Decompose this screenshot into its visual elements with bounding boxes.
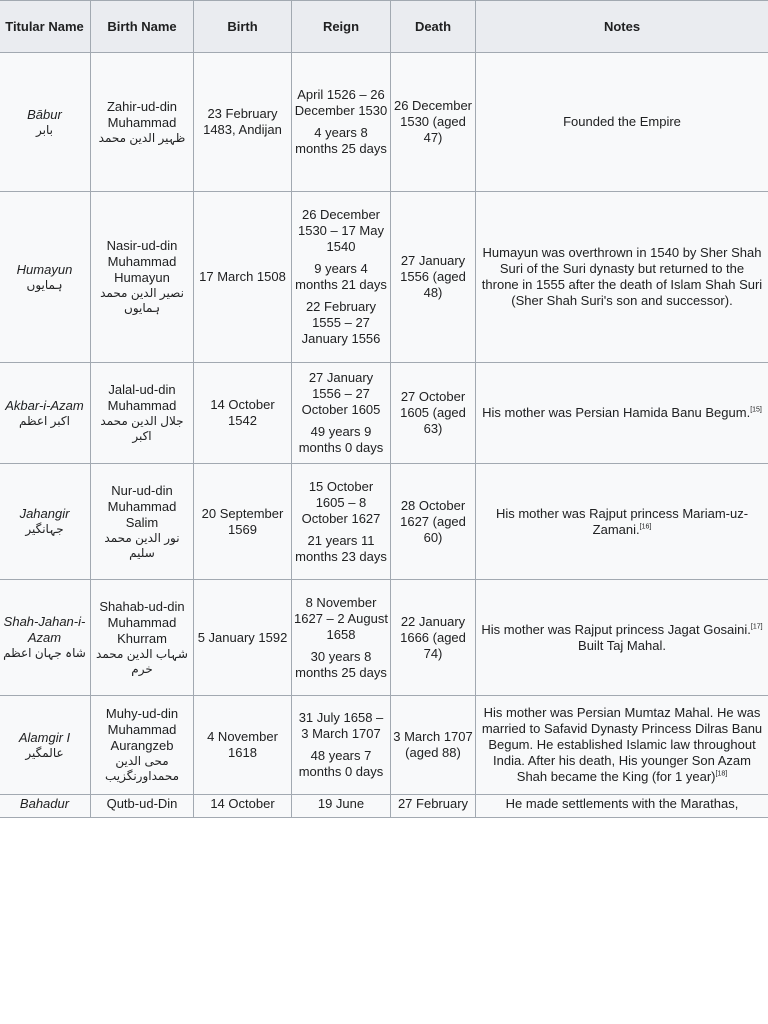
reign-cell [292,192,391,363]
birth-name-line: Muhammad [107,398,177,413]
titular-name-link[interactable]: Bābur [27,106,62,122]
birth-name-line: Humayun [114,270,170,285]
titular-name-urdu: بابر [36,122,53,137]
col-header-notes[interactable]: Notes [476,1,768,53]
birth-name-line: Muhammad [107,614,177,630]
reference-link[interactable]: [17] [750,623,763,631]
titular-name-link[interactable]: Bahadur [19,796,70,811]
table-row [0,464,768,580]
notes-text: Humayun was overthrown in 1540 by Sher Shah Suri of the Suri dynasty but returned to the throne in 1555 after the death of Islam Shah Suri (Sher Shah Suri's son and successor). [481,245,763,308]
notes-cell: He made settlements with the Marathas, [476,795,768,818]
death-cell: 27 October 1605 (aged 63) [391,363,476,464]
titular-name-link[interactable]: Humayun [16,261,73,277]
birth-cell: 14 October [194,795,292,818]
birth-name-line: Shahab-ud-din [99,598,185,614]
table-row [0,580,768,696]
reign-duration: 9 years 4 months 21 days [295,261,387,292]
notes-text: His mother was Rajput princess Jagat Gosaini. [481,621,751,637]
reign-cell [292,696,391,795]
birth-name-line: Nasir-ud-din [106,238,178,253]
birth-name-cell [91,192,194,363]
notes-text: Founded the Empire [563,114,681,129]
notes-cell [476,580,768,696]
reign-period: 31 July 1658 – 3 March 1707 [298,710,384,741]
reign-duration: 21 years 11 months 23 days [295,532,387,564]
death-cell: 28 October 1627 (aged 60) [391,464,476,580]
titular-name-link[interactable]: Jahangir [19,506,70,521]
table-row [0,192,768,363]
birth-name-cell [91,464,194,580]
titular-name-cell [0,363,91,464]
reign-cell [292,580,391,696]
notes-text: His mother was Rajput princess Mariam-uz-Zamani. [495,505,749,537]
titular-name-cell [0,696,91,795]
titular-name-urdu: جہانگیر [25,522,64,536]
titular-name-cell [0,580,91,696]
notes-cell [476,363,768,464]
reign-period: 8 November 1627 – 2 August 1658 [294,594,388,642]
titular-name-cell [0,464,91,580]
col-header-reign[interactable]: Reign [292,1,391,53]
death-cell: 3 March 1707 (aged 88) [391,696,476,795]
reign-period: 15 October 1605 – 8 October 1627 [301,478,381,526]
titular-name-link[interactable]: Alamgir I [18,729,71,745]
reign-period: 27 January 1556 – 27 October 1605 [301,370,381,417]
birth-name-line: Zahir-ud-din [106,98,178,114]
col-header-titular-name[interactable]: Titular Name [0,1,91,53]
notes-cell [476,192,768,363]
birth-name-line: Muhammad [107,722,177,737]
birth-name-line: Muhy-ud-din [105,706,179,721]
reign-period: 26 December 1530 – 17 May 1540 [297,207,384,254]
reference-link[interactable]: [16] [639,523,652,531]
birth-cell: 23 February 1483, Andijan [194,53,292,192]
notes-text: His mother was Persian Hamida Banu Begum. [482,405,751,420]
reign-duration: 30 years 8 months 25 days [295,648,387,680]
table-row [0,363,768,464]
notes-text-continued: Built Taj Mahal. [578,637,666,653]
col-header-birth[interactable]: Birth [194,1,292,53]
notes-cell [476,53,768,192]
titular-name-link[interactable]: Shah-Jahan-i-Azam [3,614,86,645]
birth-name-line: Nur-ud-din [111,482,173,498]
birth-name-line: Salim [125,514,159,530]
death-cell: 22 January 1666 (aged 74) [391,580,476,696]
reign-duration: 48 years 7 months 0 days [298,748,384,779]
titular-name-urdu: ہمایوں [26,277,63,292]
birth-name-line: Aurangzeb [110,738,174,753]
table-row [0,53,768,192]
birth-cell: 20 September 1569 [194,464,292,580]
birth-name-urdu: نور الدین محمد سلیم [104,530,180,560]
birth-cell: 17 March 1508 [194,192,292,363]
birth-name-cell [91,580,194,696]
col-header-death[interactable]: Death [391,1,476,53]
birth-name-urdu: محی الدین محمداورنگزیب [104,754,180,783]
reign-period: 22 February 1555 – 27 January 1556 [301,299,381,346]
titular-name-urdu: شاہ جہان اعظم [3,646,86,660]
birth-name-line: Jalal-ud-din [108,382,176,397]
titular-name-link[interactable]: Akbar-i-Azam [5,397,84,413]
birth-name-line: Muhammad [107,114,177,130]
titular-name-cell [0,53,91,192]
death-cell: 27 February [391,795,476,818]
reference-link[interactable]: [15] [750,406,762,414]
birth-name-urdu: ظہیر الدین محمد [98,130,186,145]
notes-cell [476,464,768,580]
reign-cell: 19 June [292,795,391,818]
reign-cell [292,363,391,464]
birth-name-cell [91,696,194,795]
titular-name-urdu: عالمگیر [25,745,64,760]
birth-cell: 5 January 1592 [194,580,292,696]
col-header-birth-name[interactable]: Birth Name [91,1,194,53]
titular-name-urdu: اکبر اعظم [19,413,70,428]
death-cell: 27 January 1556 (aged 48) [391,192,476,363]
table-row [0,696,768,795]
birth-name-urdu: جلال الدین محمد اکبر [100,414,184,443]
birth-name-line: Muhammad [107,254,177,269]
table-row [0,795,768,818]
titular-name-cell [0,192,91,363]
birth-name-line: Muhammad [107,498,177,514]
notes-text: His mother was Persian Mumtaz Mahal. He was married to Safavid Dynasty Princess Dilras Banu Begum. He established Islamic law throughout India. After his death, His younger Son Azam Shah became the King (for 1 year) [481,705,763,784]
header-row [0,1,768,53]
birth-name-cell [91,363,194,464]
reign-duration: 49 years 9 months 0 days [298,424,384,455]
reign-cell [292,464,391,580]
birth-name-urdu: شہاب الدین محمد خرم [96,646,188,676]
notes-cell [476,696,768,795]
birth-name-cell: Qutb-ud-Din [91,795,194,818]
reign-period: April 1526 – 26 December 1530 [294,87,388,118]
reign-duration: 4 years 8 months 25 days [295,125,387,156]
birth-name-line: Khurram [117,630,167,646]
birth-cell: 4 November 1618 [194,696,292,795]
birth-name-urdu: نصیر الدین محمد ہمایوں [100,286,184,315]
reign-cell [292,53,391,192]
titular-name-cell [0,795,91,818]
birth-cell: 14 October 1542 [194,363,292,464]
reference-link[interactable]: [18] [715,770,728,778]
death-cell: 26 December 1530 (aged 47) [391,53,476,192]
birth-name-cell [91,53,194,192]
